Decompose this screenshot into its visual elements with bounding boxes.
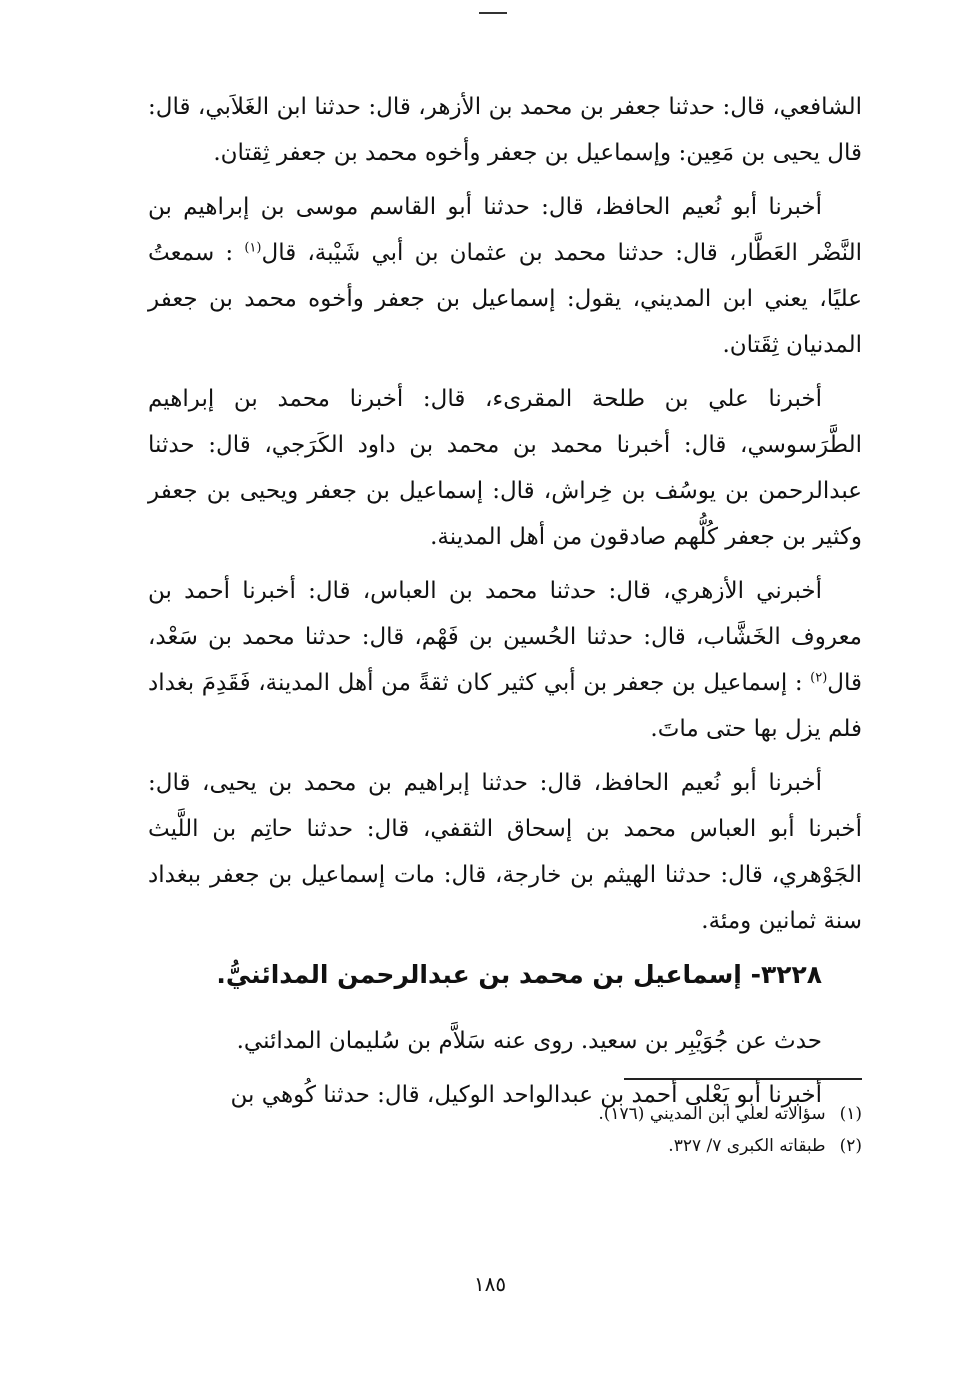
- page-body: [148, 84, 862, 1126]
- footnote-ref-2[interactable]: (٢): [810, 670, 828, 686]
- top-rule: [479, 12, 507, 14]
- paragraph-2: أخبرنا أبو نُعيم الحافظ، قال: حدثنا أبو القاسم موسى بن إبراهيم بن النَّضْر العَطَّار، قال: حدثنا محمد بن عثمان بن أبي شَيْبة، قال$^{(١)}$ : سمعتُ عليًا، يعني ابن المديني، يقول: إسماعيل بن جعفر وأخوه محمد بن جعفر المدنيان ثِقَتان.: [148, 194, 862, 358]
- footnote-divider: [624, 1078, 862, 1080]
- paragraph-4: أخبرني الأزهري، قال: حدثنا محمد بن العباس، قال: أخبرنا أحمد بن معروف الخَشَّاب، قال: حدثنا الحُسين بن فَهْم، قال: حدثنا محمد بن سَعْد، قال$^{(٢)}$ : إسماعيل بن جعفر بن أبي كثير كان ثقةً من أهل المدينة، فَقَدِمَ بغداد فلم يزل بها حتى ماتَ.: [148, 578, 862, 742]
- page-number: ١٨٥: [473, 1272, 507, 1296]
- footnote-2: [148, 1130, 862, 1162]
- footnote-number: (٢): [839, 1136, 862, 1156]
- footnote-ref-1[interactable]: (١): [244, 240, 262, 256]
- paragraph-1: الشافعي، قال: حدثنا جعفر بن محمد بن الأزهر، قال: حدثنا ابن الغَلاَبي، قال: قال يحيى بن مَعِين: وإسماعيل بن جعفر وأخوه محمد بن جعفر ثِقتان.: [148, 94, 862, 166]
- footnote-text: سؤالاته لعلي ابن المديني (١٧٦).: [598, 1104, 826, 1124]
- footnote-1: [148, 1098, 862, 1130]
- paragraph-5: أخبرنا أبو نُعيم الحافظ، قال: حدثنا إبراهيم بن محمد بن يحيى، قال: أخبرنا أبو العباس محمد بن إسحاق الثقفي، قال: حدثنا حاتِم بن اللَّيث الجَوْهري، قال: حدثنا الهيثم بن خارجة، قال: مات إسماعيل بن جعفر ببغداد سنة ثمانين ومئة.: [148, 770, 862, 934]
- paragraph-3: أخبرنا علي بن طلحة المقرىء، قال: أخبرنا محمد بن إبراهيم الطَّرَسوسي، قال: أخبرنا محمد بن محمد بن داود الكَرَجي، قال: حدثنا عبدالرحمن بن يوسُف بن خِراش، قال: إسماعيل بن جعفر ويحيى بن جعفر وكثير بن جعفر كُلُّهم صادقون من أهل المدينة.: [148, 386, 862, 550]
- footnote-text: طبقاته الكبرى ٧/ ٣٢٧.: [668, 1136, 826, 1156]
- paragraph-6: حدث عن جُوَيْبِر بن سعيد. روى عنه سَلاَّم بن سُليمان المدائني.: [236, 1028, 822, 1054]
- footnotes: [148, 1098, 862, 1162]
- footnote-number: (١): [839, 1104, 862, 1124]
- entry-heading: ٣٢٢٨- إسماعيل بن محمد بن عبدالرحمن المدائنيُّ.: [216, 960, 822, 989]
- paragraph-7: أخبرنا أبو يَعْلى أحمد بن عبدالواحد الوكيل، قال: حدثنا كُوهي بن: [230, 1082, 822, 1108]
